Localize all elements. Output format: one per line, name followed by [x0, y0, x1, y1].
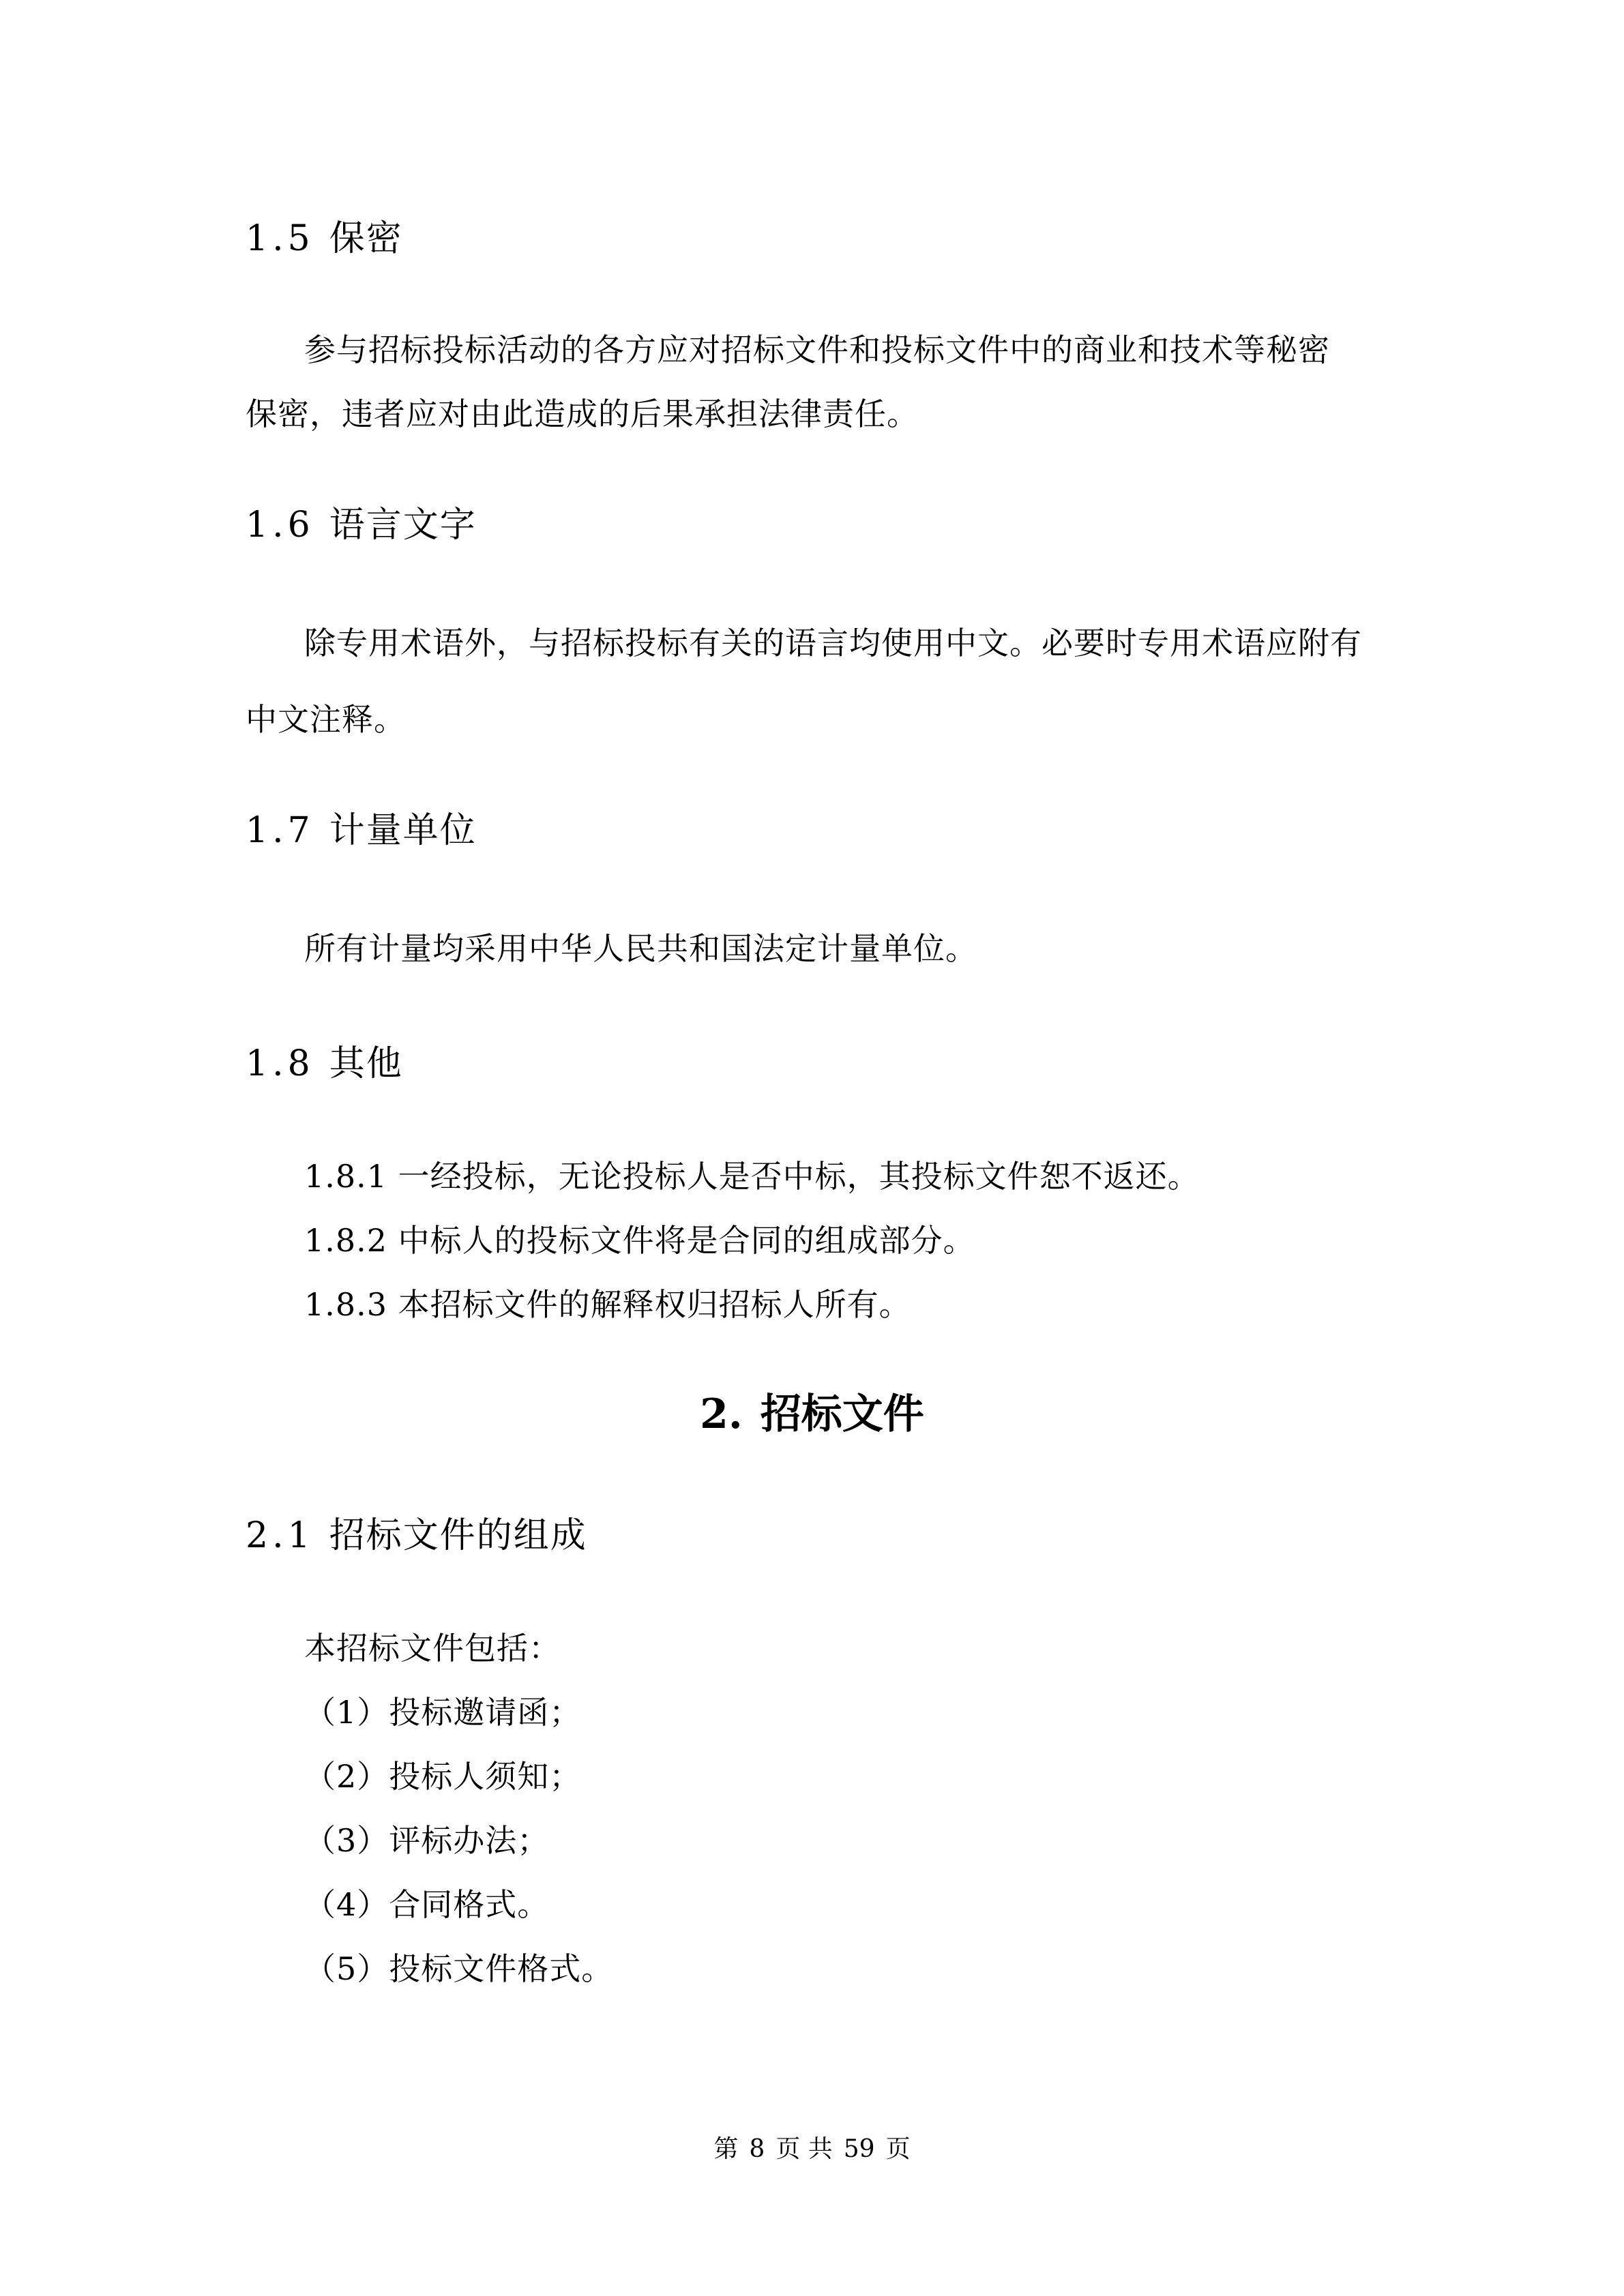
footer-mid: 页 共	[776, 2135, 833, 2163]
section-number: 2.1	[246, 1515, 314, 1556]
list-item: 1.8.1 一经投标，无论投标人是否中标，其投标文件恕不返还。	[304, 1158, 1200, 1195]
page-footer	[0, 2134, 1624, 2164]
paragraph-line: 中文注释。	[246, 701, 406, 738]
section-heading-1-5	[246, 217, 403, 260]
paragraph-line: 保密，违者应对由此造成的后果承担法律责任。	[246, 396, 919, 432]
list-item: （4）合同格式。	[304, 1886, 550, 1923]
list-item: （3）评标办法；	[304, 1822, 550, 1859]
list-item: （2）投标人须知；	[304, 1758, 582, 1795]
chapter-heading-2	[0, 1388, 1624, 1440]
footer-suffix: 页	[885, 2135, 911, 2163]
paragraph-line: 本招标文件包括：	[304, 1630, 561, 1667]
section-number: 1.8	[246, 1043, 314, 1084]
section-number: 1.5	[246, 218, 314, 259]
section-title: 语言文字	[329, 505, 477, 546]
list-item: 1.8.2 中标人的投标文件将是合同的组成部分。	[304, 1222, 975, 1259]
section-number: 1.7	[246, 810, 314, 851]
current-page-number: 8	[749, 2135, 765, 2163]
paragraph-line: 除专用术语外，与招标投标有关的语言均使用中文。必要时专用术语应附有	[304, 625, 1362, 661]
footer-prefix: 第	[713, 2135, 739, 2163]
section-title: 招标文件的组成	[329, 1515, 587, 1556]
total-page-count: 59	[843, 2135, 875, 2163]
section-number: 1.6	[246, 505, 314, 546]
paragraph-line: 参与招标投标活动的各方应对招标文件和投标文件中的商业和技术等秘密	[304, 331, 1330, 368]
section-heading-2-1	[246, 1514, 587, 1557]
section-title: 保密	[329, 218, 403, 259]
section-heading-1-7	[246, 809, 477, 852]
paragraph-line: 所有计量均采用中华人民共和国法定计量单位。	[304, 930, 977, 967]
chapter-title: 招标文件	[760, 1390, 924, 1438]
section-title: 计量单位	[329, 810, 477, 851]
section-heading-1-8	[246, 1042, 403, 1086]
list-item: （5）投标文件格式。	[304, 1950, 614, 1987]
chapter-number: 2.	[700, 1390, 743, 1438]
list-item: （1）投标邀请函；	[304, 1694, 582, 1731]
section-title: 其他	[329, 1043, 403, 1084]
list-item: 1.8.3 本招标文件的解释权归招标人所有。	[304, 1286, 911, 1323]
section-heading-1-6	[246, 503, 477, 547]
